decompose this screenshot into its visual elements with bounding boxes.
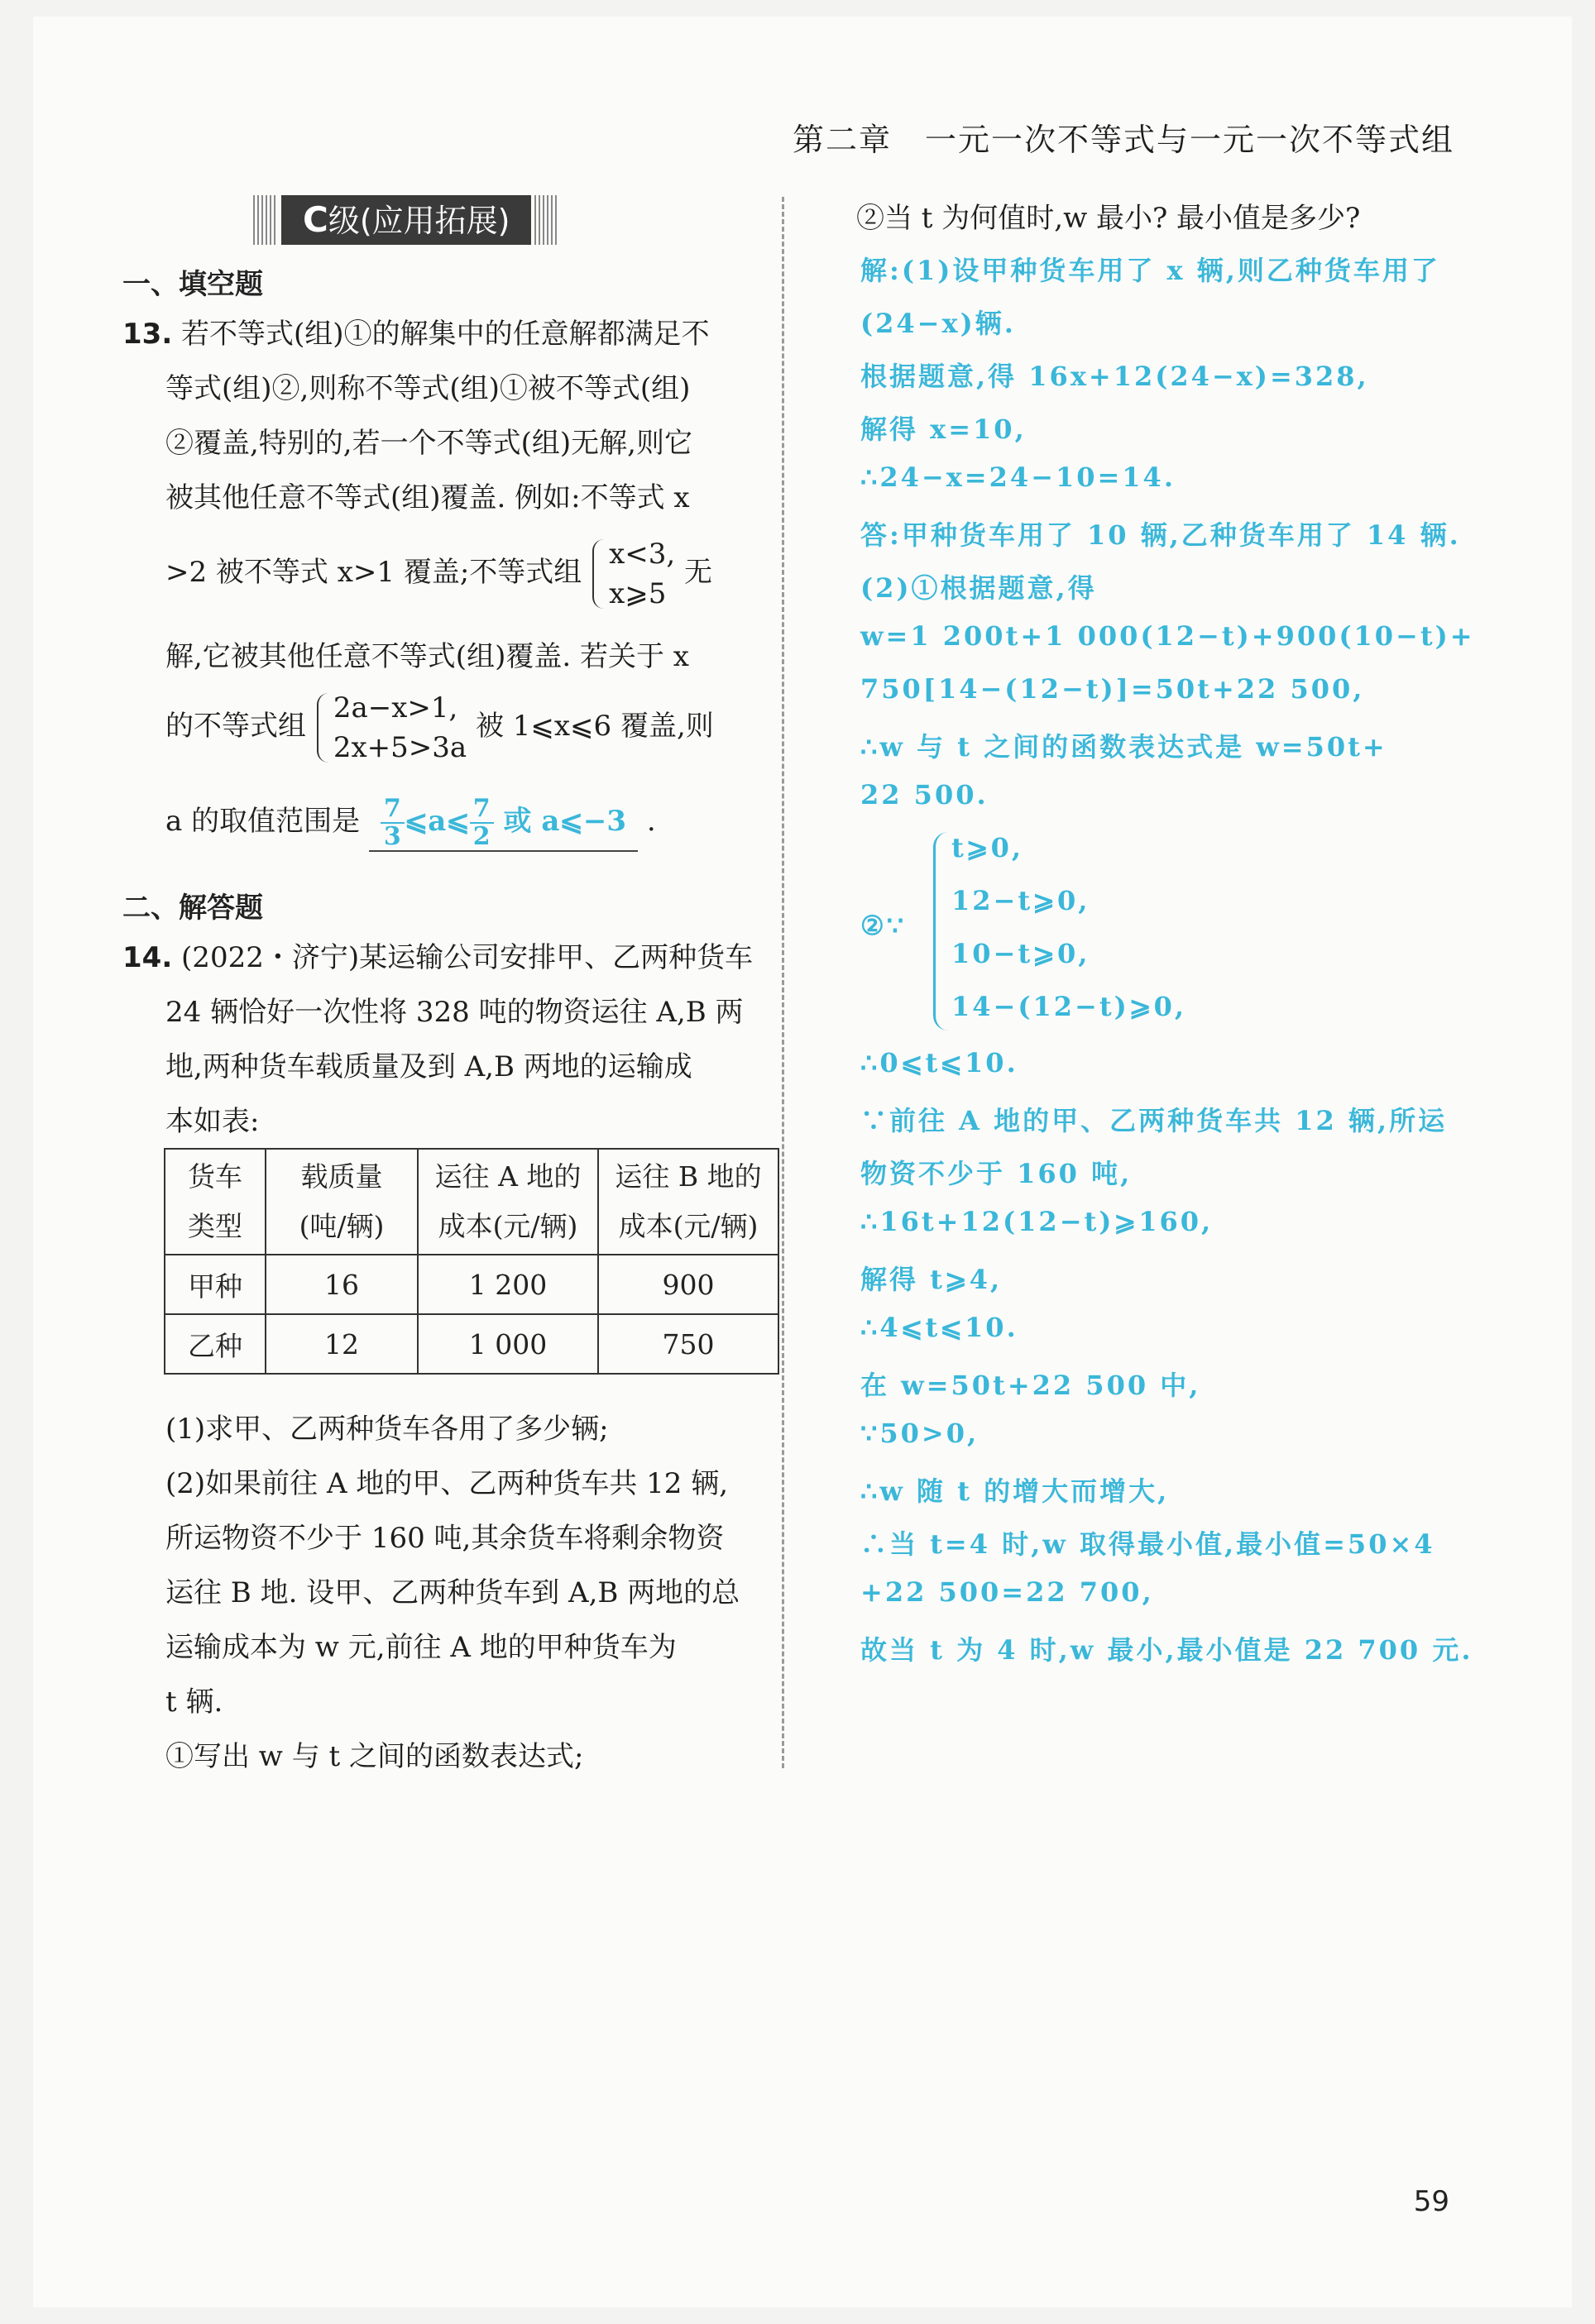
banner-text: 级(应用拓展) bbox=[328, 203, 510, 239]
table-header: 运往 B 地的 成本(元/辆) bbox=[598, 1149, 778, 1255]
table-row: 甲种 16 1 200 900 bbox=[165, 1255, 778, 1314]
q13-line: ②覆盖,特别的,若一个不等式(组)无解,则它 bbox=[165, 427, 692, 460]
system-label: ②∵ bbox=[860, 910, 907, 941]
question-number: 14. bbox=[122, 941, 173, 974]
section-fill-blank: 一、填空题 bbox=[122, 268, 263, 301]
level-banner bbox=[281, 195, 531, 245]
table-header: 货车 类型 bbox=[165, 1149, 266, 1255]
system-brace bbox=[933, 832, 951, 1030]
table-header: 载质量 (吨/辆) bbox=[266, 1149, 418, 1255]
page-number: 59 bbox=[1413, 2185, 1449, 2218]
banner-letter: C bbox=[303, 199, 328, 240]
q13-line: >2 被不等式 x>1 覆盖;不等式组 bbox=[165, 556, 582, 589]
q14-part2-2: ②当 t 为何值时,w 最小? 最小值是多少? bbox=[856, 202, 1361, 235]
table-header-row bbox=[165, 1149, 778, 1255]
section-answer: 二、解答题 bbox=[122, 892, 263, 925]
q13-line: 若不等式(组)①的解集中的任意解都满足不 bbox=[181, 318, 710, 351]
table-header: 运往 A 地的 成本(元/辆) bbox=[418, 1149, 598, 1255]
inequality-system: 2a−x>1, 2x+5>3a bbox=[315, 688, 467, 767]
column-divider bbox=[782, 197, 784, 1768]
q13-line: 被其他任意不等式(组)覆盖. 例如:不等式 x bbox=[165, 481, 690, 514]
inequality-system: x<3, x⩾5 bbox=[591, 534, 675, 614]
question-number: 13. bbox=[122, 318, 173, 351]
q13-answer: $\frac{7}{3}$ ⩽a⩽ $\frac{7}{2}$ 或 a⩽−3 bbox=[369, 796, 638, 852]
q13-line: 解,它被其他任意不等式(组)覆盖. 若关于 x bbox=[165, 640, 689, 673]
chapter-header: 第二章 一元一次不等式与一元一次不等式组 bbox=[792, 122, 1454, 158]
q13-line: 等式(组)②,则称不等式(组)①被不等式(组) bbox=[165, 372, 691, 405]
cost-table bbox=[164, 1148, 779, 1375]
table-row: 乙种 12 1 000 750 bbox=[165, 1314, 778, 1374]
